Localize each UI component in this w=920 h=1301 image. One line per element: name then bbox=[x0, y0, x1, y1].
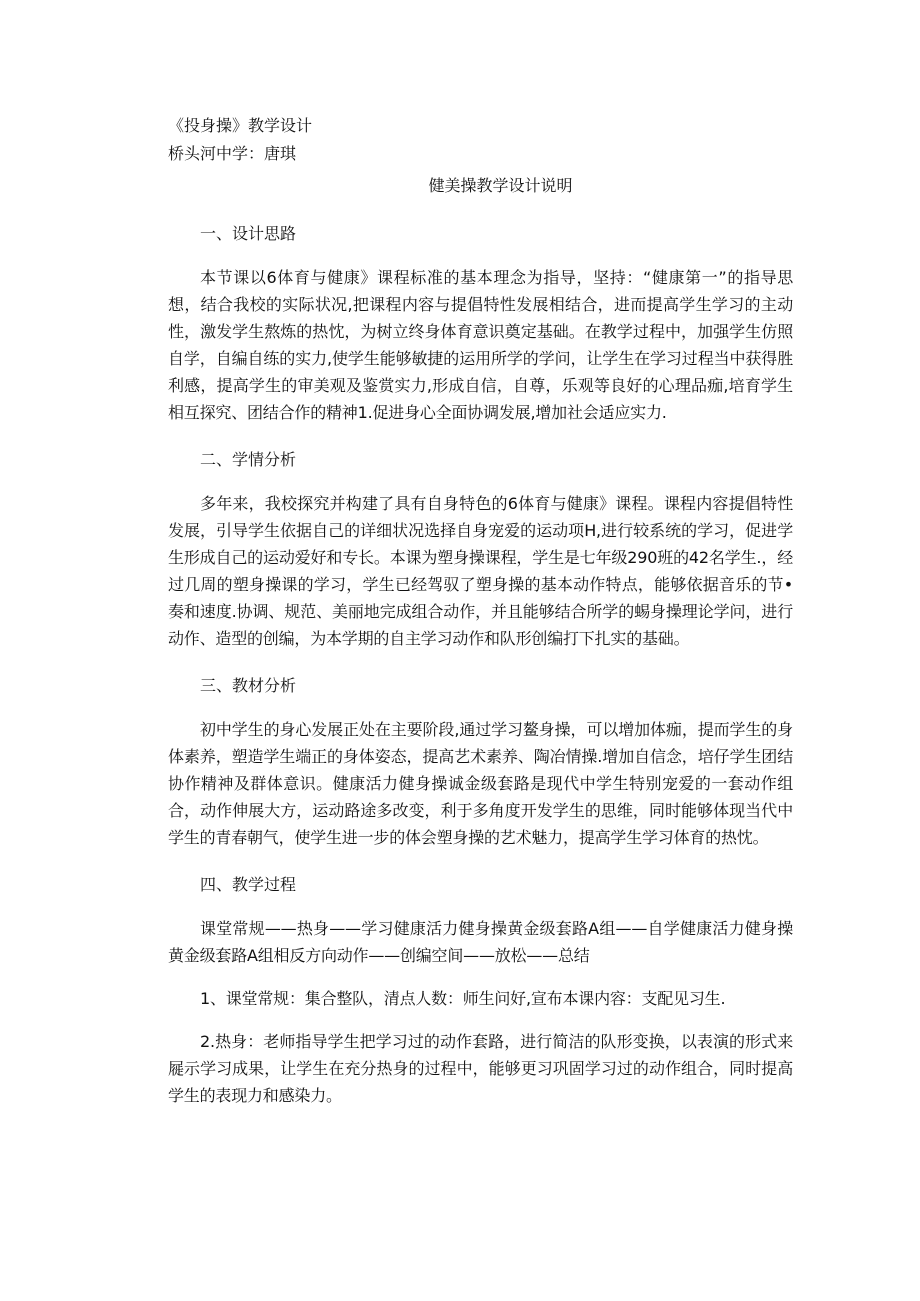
section-paragraph-process: 课堂常规——热身——学习健康活力健身操黄金级套路A组——自学健康活力健身操黄金级套路A组相反方向动作——创编空间——放松——总结 bbox=[168, 919, 793, 965]
process-item-2: 2.热身：老师指导学生把学习过的动作套路，进行简洁的队形变换，以表演的形式来屣示学习成果，让学生在充分热身的过程中，能够更习巩固学习过的动作组合，同时提高学生的表现力和感染力。 bbox=[168, 1032, 793, 1105]
doc-subtitle: 健美操教学设计说明 bbox=[428, 176, 573, 195]
section-paragraph-material: 初中学生的身心发展正处在主要阶段,通过学习鳌身操，可以增加体痂，提而学生的身体素养，塑造学生端正的身体姿态，提高艺术素养、陶冶情操.增加自信念，培仔学生团结协作精神及群体意识。健康活力健身操诚金级套路是现代中学生特别宠爱的一套动作组合，动作伸展大方，运动路途多改变，利于多角度开发学生的思维，同时能够体现当代中学生的青春朝气，使学生进一步的体会塑身操的艺术魅力，提高学生学习体育的热忱。 bbox=[168, 720, 793, 847]
section-heading-students: 二、学情分析 bbox=[200, 450, 297, 469]
section-heading-material: 三、教材分析 bbox=[200, 676, 297, 695]
document-title: 《投身操》教学设计 bbox=[168, 116, 313, 135]
section-paragraph-students: 多年来，我校探究并构建了具有自身特色的6体育与健康》课程。课程内容提倡特性发展，引导学生依据自己的详细状况选择自身宠爱的运动项H,进行较系统的学习，促进学生形成自己的运动爱好和专长。本课为塑身操课程，学生是七年级290班的42名学生.，经过几周的塑身操课的学习，学生已经驾驭了塑身操的基本动作特点，能够依据音乐的节•奏和速度.协调、规范、美丽地完成组合动作，并且能够结合所学的蜴身操理论学问，进行动作、造型的创编，为本学期的自主学习动作和队形创编打下扎实的基础。 bbox=[168, 494, 793, 648]
document-page bbox=[168, 112, 793, 1109]
section-paragraph-design: 本节课以6体育与健康》课程标准的基本理念为指导，坚持：“健康第一”的指导思想，结合我校的实际状况,把课程内容与提倡特性发展相结合，进而提高学生学习的主动性，激发学生熬炼的热忱，为树立终身体育意识奠定基础。在教学过程中，加强学生仿照自学，自编自练的实力,使学生能够敏捷的运用所学的学问，让学生在学习过程当中获得胜利感，提高学生的审美观及鉴赏实力,形成自信，自尊，乐观等良好的心理品痂,培育学生相互探究、团结合作的精神1.促进身心全面协调发展,增加社会适应实力. bbox=[168, 268, 793, 422]
author-line: 桥头河中学：唐琪 bbox=[168, 144, 297, 163]
process-item-1: 1、课堂常规：集合整队，清点人数：师生问好,宣布本课内容：支配见习生. bbox=[200, 989, 726, 1008]
section-heading-design: 一、设计思路 bbox=[200, 224, 297, 243]
section-heading-process: 四、教学过程 bbox=[200, 875, 297, 894]
